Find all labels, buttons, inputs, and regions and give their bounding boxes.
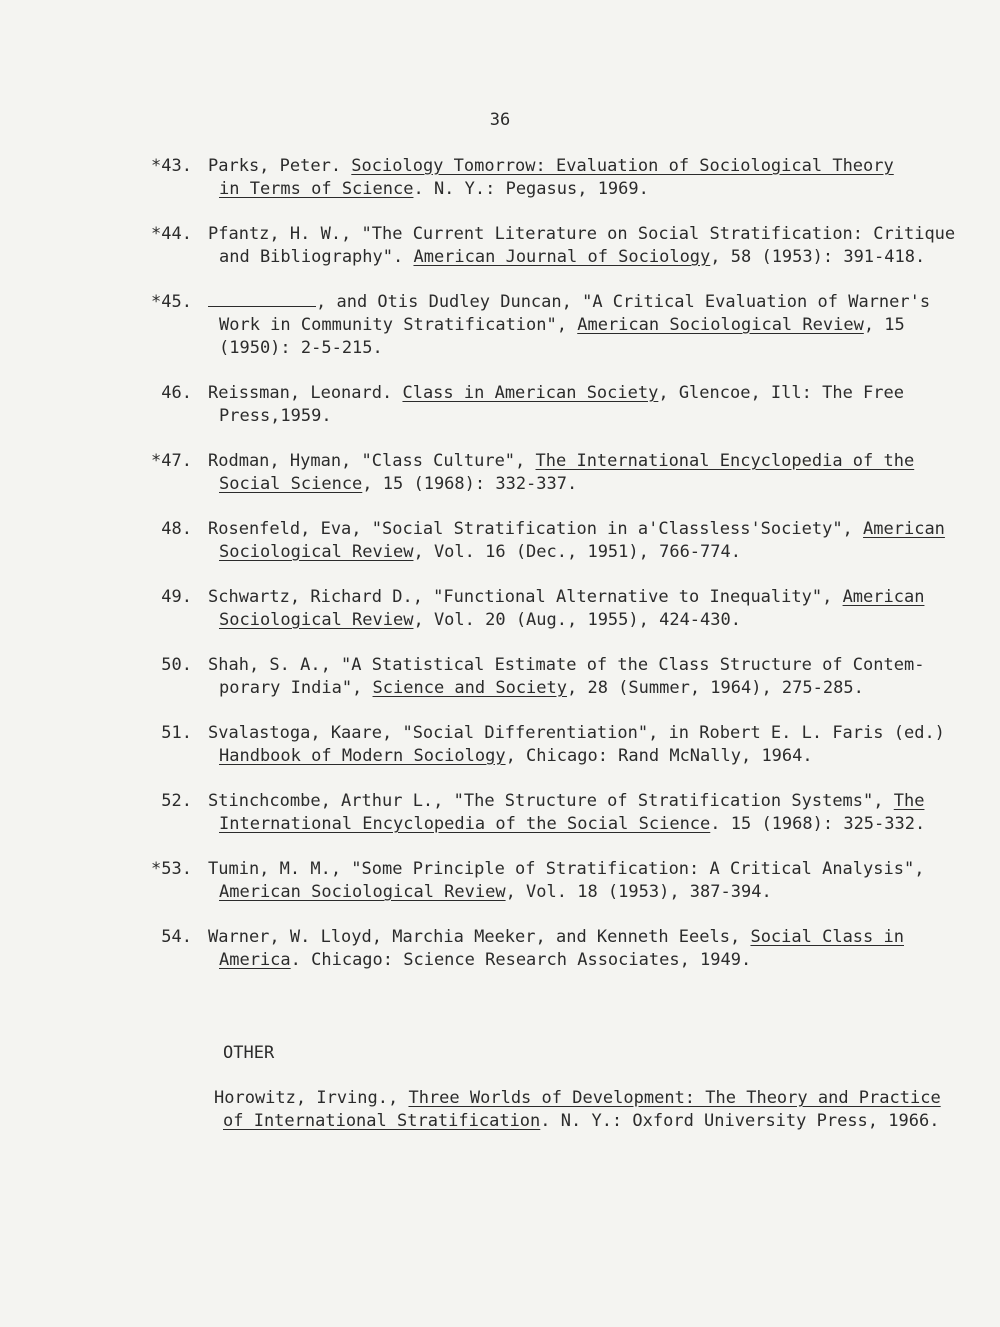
reference-line: [208, 291, 931, 314]
reference-text: , and Otis Dudley Duncan, "A Critical Evaluation of Warner's: [316, 292, 931, 312]
entry-number: 48.: [161, 519, 192, 539]
reference-line: [208, 518, 945, 541]
reference-line: [208, 926, 928, 949]
reference-line: [219, 881, 939, 904]
reference-entry: [0, 586, 1000, 632]
reference-text: Pfantz, H. W., "The Current Literature on Social Stratification: Critique: [208, 224, 956, 244]
reference-text: , 58 (1953): 391-418.: [710, 247, 926, 267]
reference-entry: [0, 450, 1000, 496]
reference-text: Rosenfeld, Eva, "Social Stratification in a'Classless'Society",: [208, 519, 864, 539]
underlined-title: American Journal of Sociology: [413, 247, 711, 267]
underlined-title: Social Class in: [750, 927, 904, 947]
reference-text: and Bibliography".: [219, 247, 414, 267]
entry-number: *43.: [151, 156, 192, 176]
reference-text: , 28 (Summer, 1964), 275-285.: [567, 678, 864, 698]
reference-text: , Chicago: Rand McNally, 1964.: [505, 746, 813, 766]
underlined-title: Class in American Society: [402, 383, 659, 403]
reference-entry: [0, 518, 1000, 564]
underlined-title: American: [863, 519, 945, 539]
entry-number: 46.: [161, 383, 192, 403]
reference-entry: [0, 858, 1000, 904]
reference-line: [208, 382, 928, 405]
reference-text: . N. Y.: Pegasus, 1969.: [413, 179, 649, 199]
reference-entry: [0, 382, 1000, 428]
reference-line: [208, 790, 928, 813]
underlined-title: Sociology Tomorrow: Evaluation of Sociological Theory: [351, 156, 894, 176]
underlined-title: Three Worlds of Development: The Theory and Practice: [408, 1088, 941, 1108]
entry-number: *53.: [151, 859, 192, 879]
reference-line: [219, 677, 939, 700]
reference-text: , 15: [863, 315, 905, 335]
reference-text: , Vol. 18 (1953), 387-394.: [505, 882, 772, 902]
reference-text: Stinchcombe, Arthur L., "The Structure of Stratification Systems",: [208, 791, 894, 811]
underlined-title: The International Encyclopedia of the: [535, 451, 915, 471]
reference-line: [219, 609, 939, 632]
entry-number: 50.: [161, 655, 192, 675]
other-reference-entry: [0, 1087, 1000, 1133]
reference-text: Schwartz, Richard D., "Functional Alternative to Inequality",: [208, 587, 843, 607]
reference-entry: [0, 155, 1000, 201]
underlined-title: Handbook of Modern Sociology: [219, 746, 506, 766]
entry-number: *44.: [151, 224, 192, 244]
reference-text: Shah, S. A., "A Statistical Estimate of the Class Structure of Contem-: [208, 655, 925, 675]
reference-text: , Vol. 20 (Aug., 1955), 424-430.: [413, 610, 741, 630]
underlined-title: American: [842, 587, 925, 607]
reference-line: [219, 314, 939, 337]
reference-text: . N. Y.: Oxford University Press, 1966.: [540, 1111, 940, 1131]
reference-text: porary India",: [219, 678, 373, 698]
reference-list: [0, 155, 1000, 994]
page-number: 36: [489, 110, 511, 130]
entry-number: 49.: [161, 587, 192, 607]
reference-line: [214, 1087, 941, 1110]
reference-line: [208, 858, 928, 881]
entry-number: 52.: [161, 791, 192, 811]
reference-line: [219, 745, 939, 768]
reference-line: [219, 541, 939, 564]
reference-line: [219, 473, 939, 496]
reference-text: . Chicago: Science Research Associates, 1949.: [290, 950, 752, 970]
entry-number: 51.: [161, 723, 192, 743]
underlined-title: America: [219, 950, 291, 970]
reference-line: [208, 586, 928, 609]
reference-text: (1950): 2-5-215.: [219, 338, 383, 358]
reference-line: [219, 337, 939, 360]
underlined-title: Sociological Review: [219, 610, 414, 630]
reference-entry: [0, 722, 1000, 768]
reference-text: Parks, Peter.: [208, 156, 352, 176]
reference-text: Tumin, M. M., "Some Principle of Stratification: A Critical Analysis",: [208, 859, 925, 879]
reference-line: [208, 223, 956, 246]
underlined-title: The: [893, 791, 925, 811]
reference-text: , 15 (1968): 332-337.: [362, 474, 578, 494]
other-section-heading: OTHER: [223, 1043, 275, 1063]
reference-text: . 15 (1968): 325-332.: [710, 814, 926, 834]
reference-text: Press,1959.: [219, 406, 332, 426]
reference-entry: [0, 291, 1000, 360]
reference-text: Warner, W. Lloyd, Marchia Meeker, and Kenneth Eeels,: [208, 927, 751, 947]
underlined-title: Social Science: [219, 474, 363, 494]
reference-line: [208, 722, 945, 745]
underlined-title: American Sociological Review: [219, 882, 506, 902]
reference-text: , Vol. 16 (Dec., 1951), 766-774.: [413, 542, 741, 562]
reference-entry: [0, 926, 1000, 972]
reference-line: [223, 1110, 943, 1133]
reference-text: Svalastoga, Kaare, "Social Differentiation", in Robert E. L. Faris (ed.): [208, 723, 945, 743]
reference-line: [219, 178, 939, 201]
reference-text: Work in Community Stratification",: [219, 315, 578, 335]
reference-line: [208, 450, 928, 473]
entry-number: *47.: [151, 451, 192, 471]
entry-number: *45.: [151, 292, 192, 312]
reference-line: [208, 654, 928, 677]
underlined-title: Science and Society: [372, 678, 567, 698]
repeated-author-blank-line: [208, 292, 316, 307]
underlined-title: of International Stratification: [223, 1111, 541, 1131]
reference-text: Horowitz, Irving.,: [214, 1088, 409, 1108]
reference-line: [219, 949, 939, 972]
reference-entry: [0, 223, 1000, 269]
entry-number: 54.: [161, 927, 192, 947]
reference-entry: [0, 790, 1000, 836]
reference-text: Reissman, Leonard.: [208, 383, 403, 403]
reference-text: , Glencoe, Ill: The Free: [658, 383, 904, 403]
underlined-title: in Terms of Science: [219, 179, 414, 199]
reference-text: Rodman, Hyman, "Class Culture",: [208, 451, 536, 471]
underlined-title: International Encyclopedia of the Social Science: [219, 814, 711, 834]
reference-line: [208, 155, 928, 178]
reference-line: [219, 246, 939, 269]
reference-line: [219, 813, 939, 836]
reference-line: [219, 405, 939, 428]
underlined-title: Sociological Review: [219, 542, 414, 562]
underlined-title: American Sociological Review: [577, 315, 864, 335]
reference-entry: [0, 654, 1000, 700]
